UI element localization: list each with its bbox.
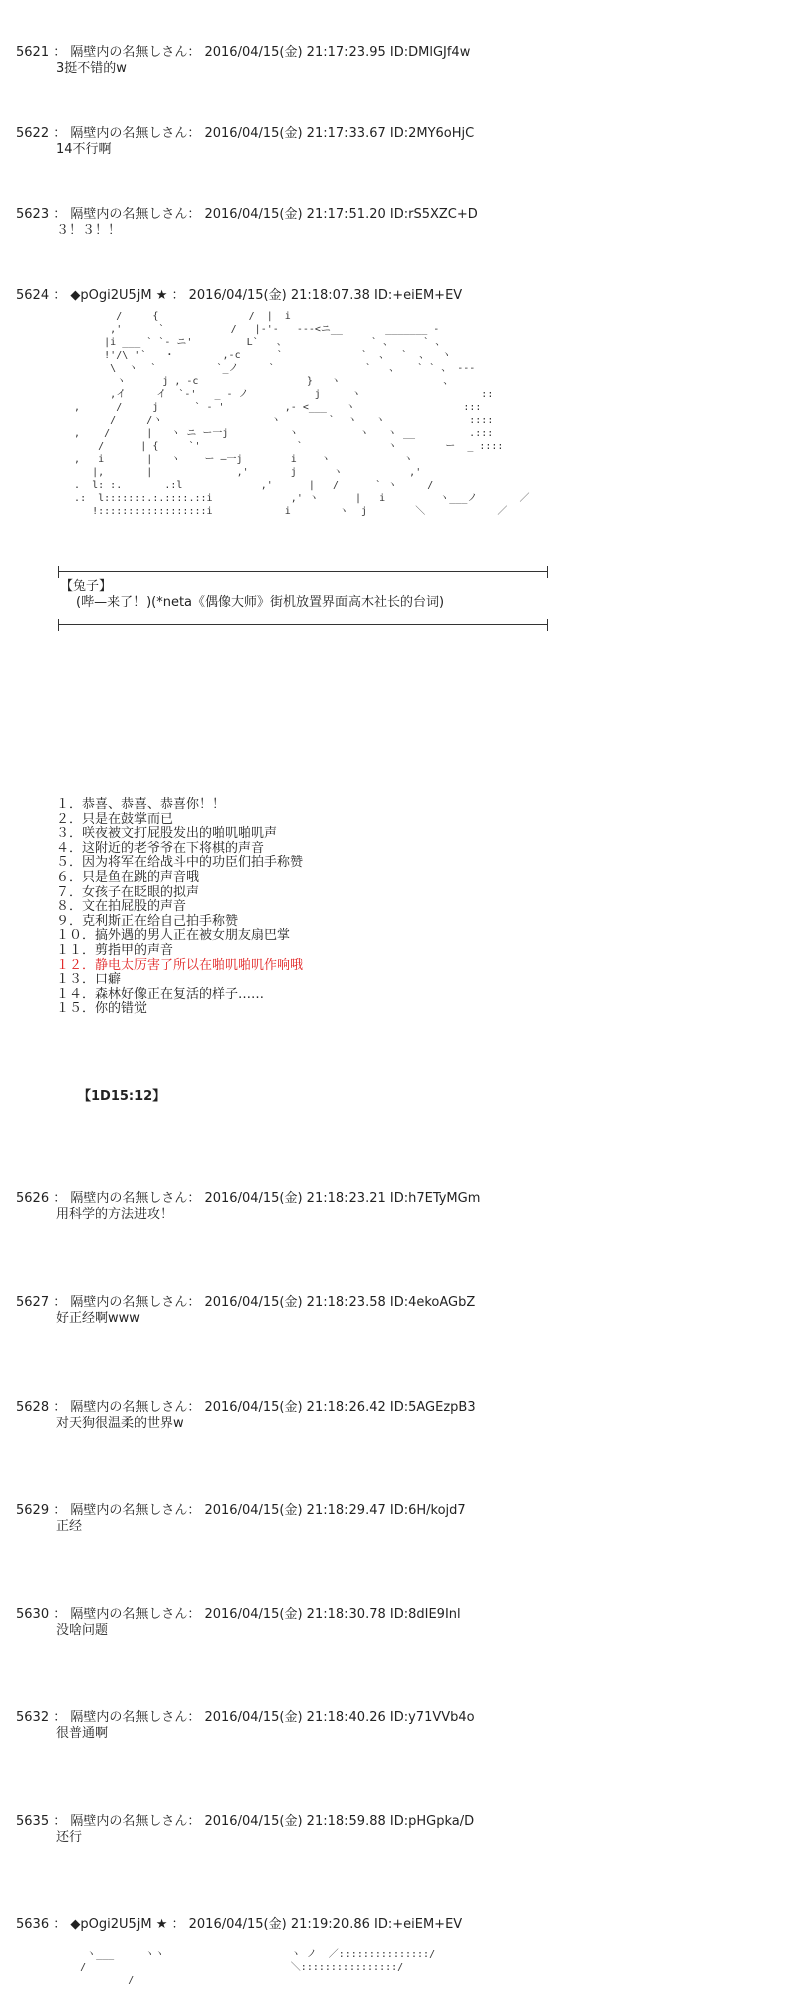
choice-2: ２．只是在鼓掌而已 — [56, 811, 174, 827]
post-body: 还行 — [56, 1830, 83, 1845]
post-5622 — [16, 126, 474, 158]
dice-result: 【1D15:12】 — [78, 1089, 166, 1104]
choice-5: ５．因为将军在给战斗中的功臣们拍手称赞 — [56, 855, 304, 871]
post-5623 — [16, 207, 478, 239]
post-header: 5624 ： ◆pOgi2U5jM ★ ： 2016/04/15(金) 21:18:07.38 ID:+eiEM+EV — [16, 288, 463, 303]
choice-12-highlighted: １２．静电太厉害了所以在啪叽啪叽作响哦 — [56, 957, 304, 973]
post-header: 5627 ： 隔壁内の名無しさん： 2016/04/15(金) 21:18:23.58 ID:4ekoAGbZ — [16, 1295, 476, 1310]
post-header: 5629 ： 隔壁内の名無しさん： 2016/04/15(金) 21:18:29.47 ID:6H/kojd7 — [16, 1503, 466, 1518]
post-5627 — [16, 1295, 475, 1327]
choice-7: ７．女孩子在眨眼的拟声 — [56, 884, 200, 900]
post-body: 用科学的方法进攻！ — [56, 1207, 174, 1222]
speaker-label: 【兔子】 — [60, 579, 113, 594]
post-header: 5635 ： 隔壁内の名無しさん： 2016/04/15(金) 21:18:59.88 ID:pHGpka/D — [16, 1814, 475, 1829]
choice-14: １４．森林好像正在复活的样子…… — [56, 986, 265, 1002]
post-header: 5632 ： 隔壁内の名無しさん： 2016/04/15(金) 21:18:40.26 ID:y71VVb4o — [16, 1710, 475, 1725]
post-5636 — [16, 1917, 462, 1933]
post-body: 没啥问题 — [56, 1623, 109, 1638]
choice-11: １１．剪指甲的声音 — [56, 942, 174, 958]
choice-1: １．恭喜、恭喜、恭喜你！！ — [56, 797, 226, 812]
post-header: 5621 ： 隔壁内の名無しさん： 2016/04/15(金) 21:17:23.95 ID:DMlGJf4w — [16, 45, 471, 60]
post-5629 — [16, 1503, 466, 1535]
choice-6: ６．只是鱼在跳的声音哦 — [56, 869, 200, 885]
post-5624 — [16, 288, 462, 304]
post-body: ３！３！！ — [56, 223, 122, 238]
choice-4: ４．这附近的老爷爷在下将棋的声音 — [56, 840, 265, 856]
post-5626 — [16, 1191, 480, 1223]
post-header: 5622 ： 隔壁内の名無しさん： 2016/04/15(金) 21:17:33.67 ID:2MY6oHjC — [16, 126, 475, 141]
post-5632 — [16, 1710, 475, 1742]
post-body: 14不行啊 — [56, 142, 112, 157]
post-header: 5626 ： 隔壁内の名無しさん： 2016/04/15(金) 21:18:23.21 ID:h7ETyMGm — [16, 1191, 481, 1206]
divider-bottom — [58, 624, 548, 625]
post-body: 很普通啊 — [56, 1726, 109, 1741]
post-5630 — [16, 1607, 461, 1639]
ascii-art-bottom: ヽ___ ヽヽ ヽ ノ ／:::::::::::::::/ / ＼::::::::::::::::/ / — [80, 1949, 436, 1986]
choice-15: １５．你的错觉 — [56, 1001, 148, 1017]
post-body: 正经 — [56, 1519, 83, 1534]
choice-13: １３．口癖 — [56, 972, 122, 988]
ascii-art: / { / | i ,' ` / |-'- ---<ニ__ _______ - |i ___ ` `- ニ' L` 、 ` 、 ` 、 !'/\ '` ・ ,-c ` ` 、 ` 、 ヽ \ ヽ ` `_ノ ` ` 、 ` ` 、 --- ヽ j , -c } ヽ 、 ,イ イ `-' _ - ノ j ヽ :: , / j ` - ' ,- <___ ヽ ::: / /ヽ ヽ ` ヽ ヽ :::: , / | ヽ ニ ー一j ヽ ヽ ヽ __ .::: / | { `' ` ヽ ー _ :::: , i | ヽ ー ―一j i ヽ ヽ |, | ,' j ヽ ,' . l: :. .:l ,' | / ` ヽ / .: l:::::::.:.::::.::i ,' ヽ | i ヽ___ノ ／ !::::::::::::::::::i i ヽ j ＼ ／ — [74, 311, 530, 517]
post-header: 5623 ： 隔壁内の名無しさん： 2016/04/15(金) 21:17:51.20 ID:rS5XZC+D — [16, 207, 478, 222]
post-header: 5636 ： ◆pOgi2U5jM ★ ： 2016/04/15(金) 21:19:20.86 ID:+eiEM+EV — [16, 1917, 463, 1932]
choice-3: ３．咲夜被文打屁股发出的啪叽啪叽声 — [56, 826, 278, 842]
divider-top — [58, 571, 548, 572]
choice-8: ８．文在拍屁股的声音 — [56, 899, 187, 915]
post-5628 — [16, 1400, 476, 1432]
post-header: 5630 ： 隔壁内の名無しさん： 2016/04/15(金) 21:18:30.78 ID:8dIE9Inl — [16, 1607, 461, 1622]
post-body: 对天狗很温柔的世界w — [56, 1416, 184, 1431]
post-body: 好正经啊www — [56, 1311, 140, 1326]
choice-9: ９．克利斯正在给自己拍手称赞 — [56, 913, 239, 929]
choice-list — [56, 798, 303, 1017]
post-body: 3挺不错的w — [56, 61, 127, 76]
post-5621 — [16, 45, 470, 77]
choice-10: １０．搞外遇的男人正在被女朋友扇巴掌 — [56, 928, 291, 944]
post-5635 — [16, 1814, 474, 1846]
post-header: 5628 ： 隔壁内の名無しさん： 2016/04/15(金) 21:18:26.42 ID:5AGEzpB3 — [16, 1400, 476, 1415]
quote-line: (哔—来了！)(*neta《偶像大师》街机放置界面高木社长的台词) — [76, 595, 445, 610]
